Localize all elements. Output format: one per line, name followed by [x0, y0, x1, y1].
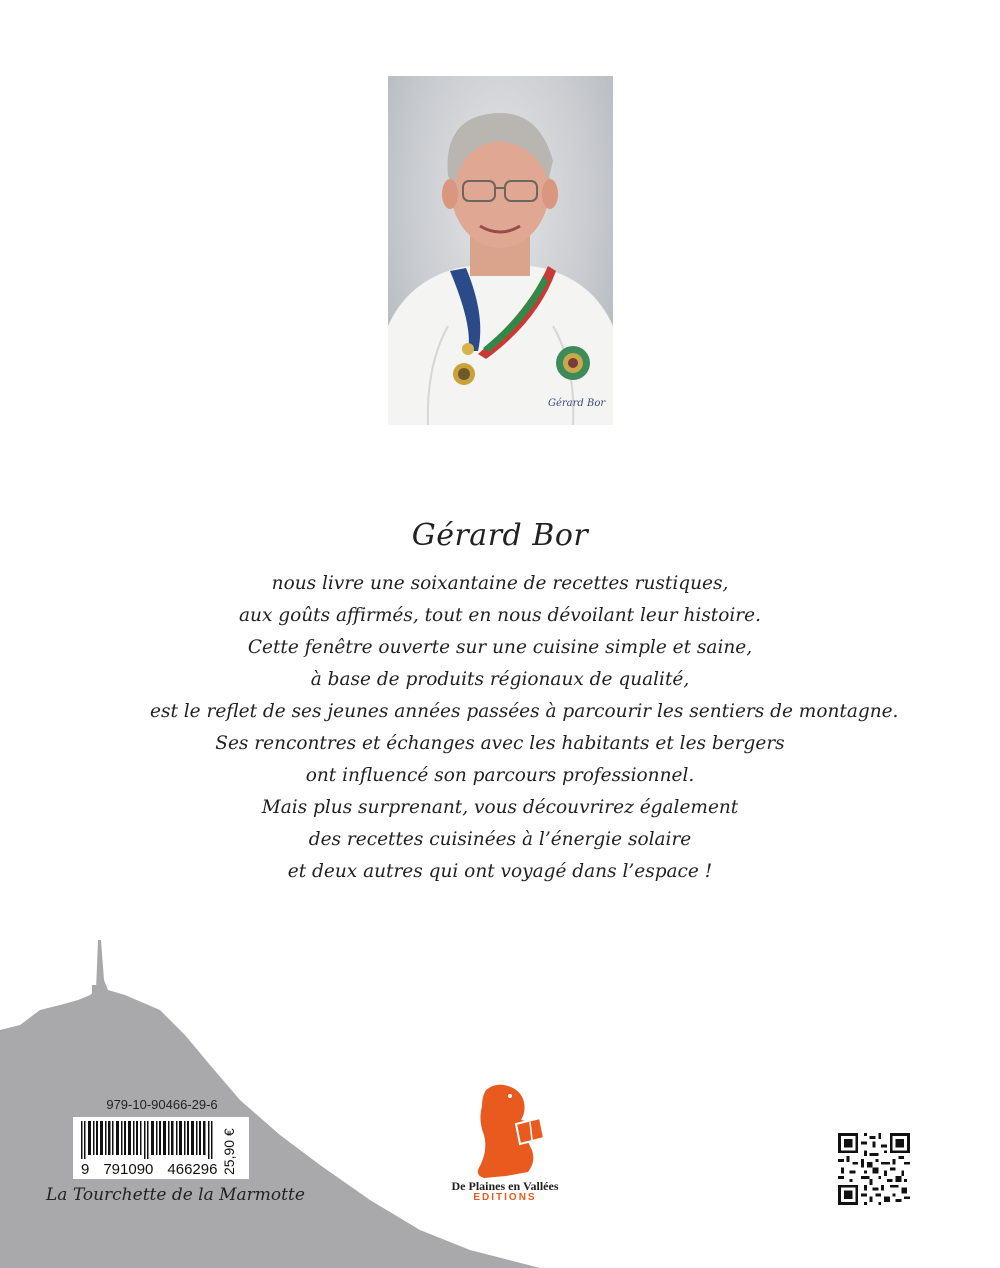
barcode-digits	[81, 1161, 216, 1178]
isbn-text: 979-10-90466-29-6	[106, 1097, 218, 1112]
publisher-name-text: De Plaines en Vallées	[451, 1179, 559, 1193]
blurb-line: ont influencé son parcours professionnel.	[305, 765, 695, 786]
blurb-line: aux goûts affirmés, tout en nous dévoilant leur histoire.	[239, 605, 761, 626]
blurb-line: est le reflet de ses jeunes années passées à parcourir les sentiers de montagne.	[150, 701, 899, 722]
blurb-line: à base de produits régionaux de qualité,	[310, 669, 690, 690]
marmot-reading-icon	[466, 1080, 550, 1180]
barcode-digit-group-2: 466296	[167, 1161, 218, 1178]
blurb-line: Mais plus surprenant, vous découvrirez également	[261, 797, 739, 818]
blurb-line: nous livre une soixantaine de recettes rustiques,	[271, 573, 729, 594]
blurb-line: des recettes cuisinées à l’énergie solaire	[308, 829, 692, 850]
barcode-digit-lead: 9	[81, 1161, 90, 1178]
blurb-line: et deux autres qui ont voyagé dans l’espace !	[287, 861, 713, 882]
series-title: La Tourchette de la Marmotte	[46, 1185, 305, 1205]
price: 25,90 €	[221, 1128, 237, 1175]
blurb-line: Cette fenêtre ouverte sur une cuisine simple et saine,	[247, 637, 753, 658]
blurb-line: Ses rencontres et échanges avec les habitants et les bergers	[215, 733, 785, 754]
qr-code	[838, 1133, 910, 1205]
author-name: Gérard Bor	[411, 518, 589, 553]
author-photo	[388, 76, 613, 425]
jacket-embroidery: Gérard Bor	[548, 398, 606, 409]
barcode-digit-group-1: 791090	[103, 1161, 154, 1178]
blurb	[150, 568, 899, 888]
publisher-name	[420, 1180, 590, 1204]
mountain-silhouette	[0, 940, 540, 1268]
publisher-imprint: EDITIONS	[473, 1192, 537, 1203]
barcode	[73, 1117, 249, 1179]
barcode-bars	[81, 1121, 213, 1159]
